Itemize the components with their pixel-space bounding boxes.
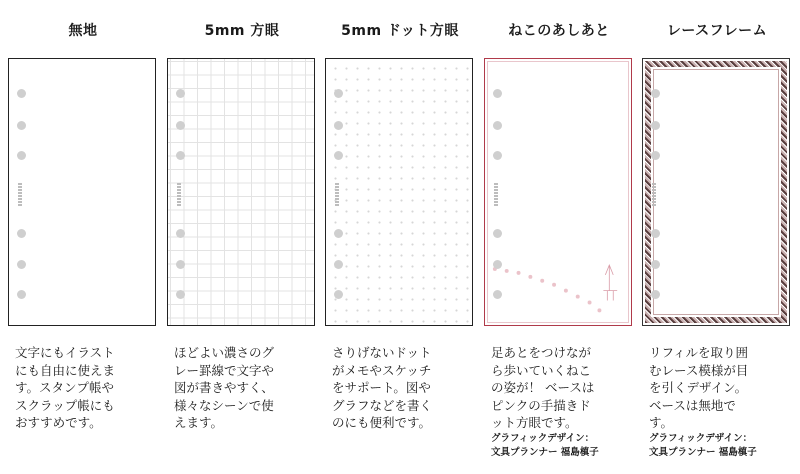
panel-title: 5mm ドット方眼 — [341, 23, 459, 39]
brand-mark — [652, 183, 656, 207]
panel-title: 5mm 方眼 — [204, 23, 280, 39]
binder-hole — [17, 290, 26, 299]
panel-description: ほどよい濃さのグ レー罫線で文字や 図が書きやすく、 様々なシーンで使 えます。 — [174, 345, 275, 430]
binder-hole — [651, 260, 660, 269]
binder-hole — [176, 89, 185, 98]
binder-hole — [17, 121, 26, 130]
paw-prints-illustration — [485, 59, 631, 325]
binder-hole — [493, 121, 502, 130]
refill-panel-plain — [3, 0, 163, 474]
binder-hole — [17, 89, 26, 98]
binder-hole — [493, 290, 502, 299]
binder-hole — [176, 121, 185, 130]
brand-mark — [177, 183, 181, 207]
binder-hole — [493, 89, 502, 98]
binder-hole — [17, 260, 26, 269]
brand-mark — [18, 183, 22, 207]
binder-hole — [651, 89, 660, 98]
cat-icon — [603, 265, 617, 301]
binder-hole — [17, 229, 26, 238]
binder-hole — [493, 260, 502, 269]
binder-hole — [493, 229, 502, 238]
binder-hole — [176, 290, 185, 299]
panel-description: さりげないドット がメモやスケッチ をサポート。図や グラフなどを書く のにも便利です。 — [332, 345, 433, 430]
binder-hole — [334, 290, 343, 299]
refill-panel-dot-grid — [320, 0, 480, 474]
brand-mark — [494, 183, 498, 207]
refill-sheet-plain — [8, 58, 156, 326]
grid-pattern — [168, 59, 314, 325]
refill-sheet-cat-paws — [484, 58, 632, 326]
panel-description: 文字にもイラスト にも自由に使えま す。スタンプ帳や スクラップ帳にも おすすめです。 — [15, 345, 116, 430]
binder-hole — [334, 121, 343, 130]
refill-panel-lace-frame — [637, 0, 797, 474]
binder-hole — [17, 151, 26, 160]
refill-sheet-dot-grid — [325, 58, 473, 326]
panel-title: レースフレーム — [666, 23, 768, 39]
dot-pattern — [326, 59, 472, 325]
panel-title: 無地 — [68, 23, 98, 39]
binder-hole — [334, 89, 343, 98]
binder-hole — [176, 229, 185, 238]
lace-inner-area — [653, 69, 779, 315]
binder-hole — [651, 290, 660, 299]
refill-panel-cat-paws — [479, 0, 639, 474]
binder-hole — [651, 151, 660, 160]
binder-hole — [493, 151, 502, 160]
binder-hole — [651, 229, 660, 238]
binder-hole — [334, 260, 343, 269]
brand-mark — [335, 183, 339, 207]
binder-hole — [334, 151, 343, 160]
design-credit: グラフィックデザイン： 文具プランナー 福島槙子 — [491, 433, 599, 458]
design-credit: グラフィックデザイン： 文具プランナー 福島槙子 — [649, 433, 757, 458]
binder-hole — [334, 229, 343, 238]
binder-hole — [176, 151, 185, 160]
panel-title: ねこのあしあと — [508, 23, 610, 39]
binder-hole — [651, 121, 660, 130]
panel-description: 足あとをつけなが ら歩いていくねこ の姿が！ ベースは ピンクの手描きド ット方眼です。 — [491, 345, 595, 430]
refill-sheet-lace-frame — [642, 58, 790, 326]
refill-panel-grid — [162, 0, 322, 474]
refill-sheet-grid — [167, 58, 315, 326]
panel-description: リフィルを取り囲 むレース模様が目 を引くデザイン。 ベースは無地で す。 — [649, 345, 749, 430]
binder-hole — [176, 260, 185, 269]
